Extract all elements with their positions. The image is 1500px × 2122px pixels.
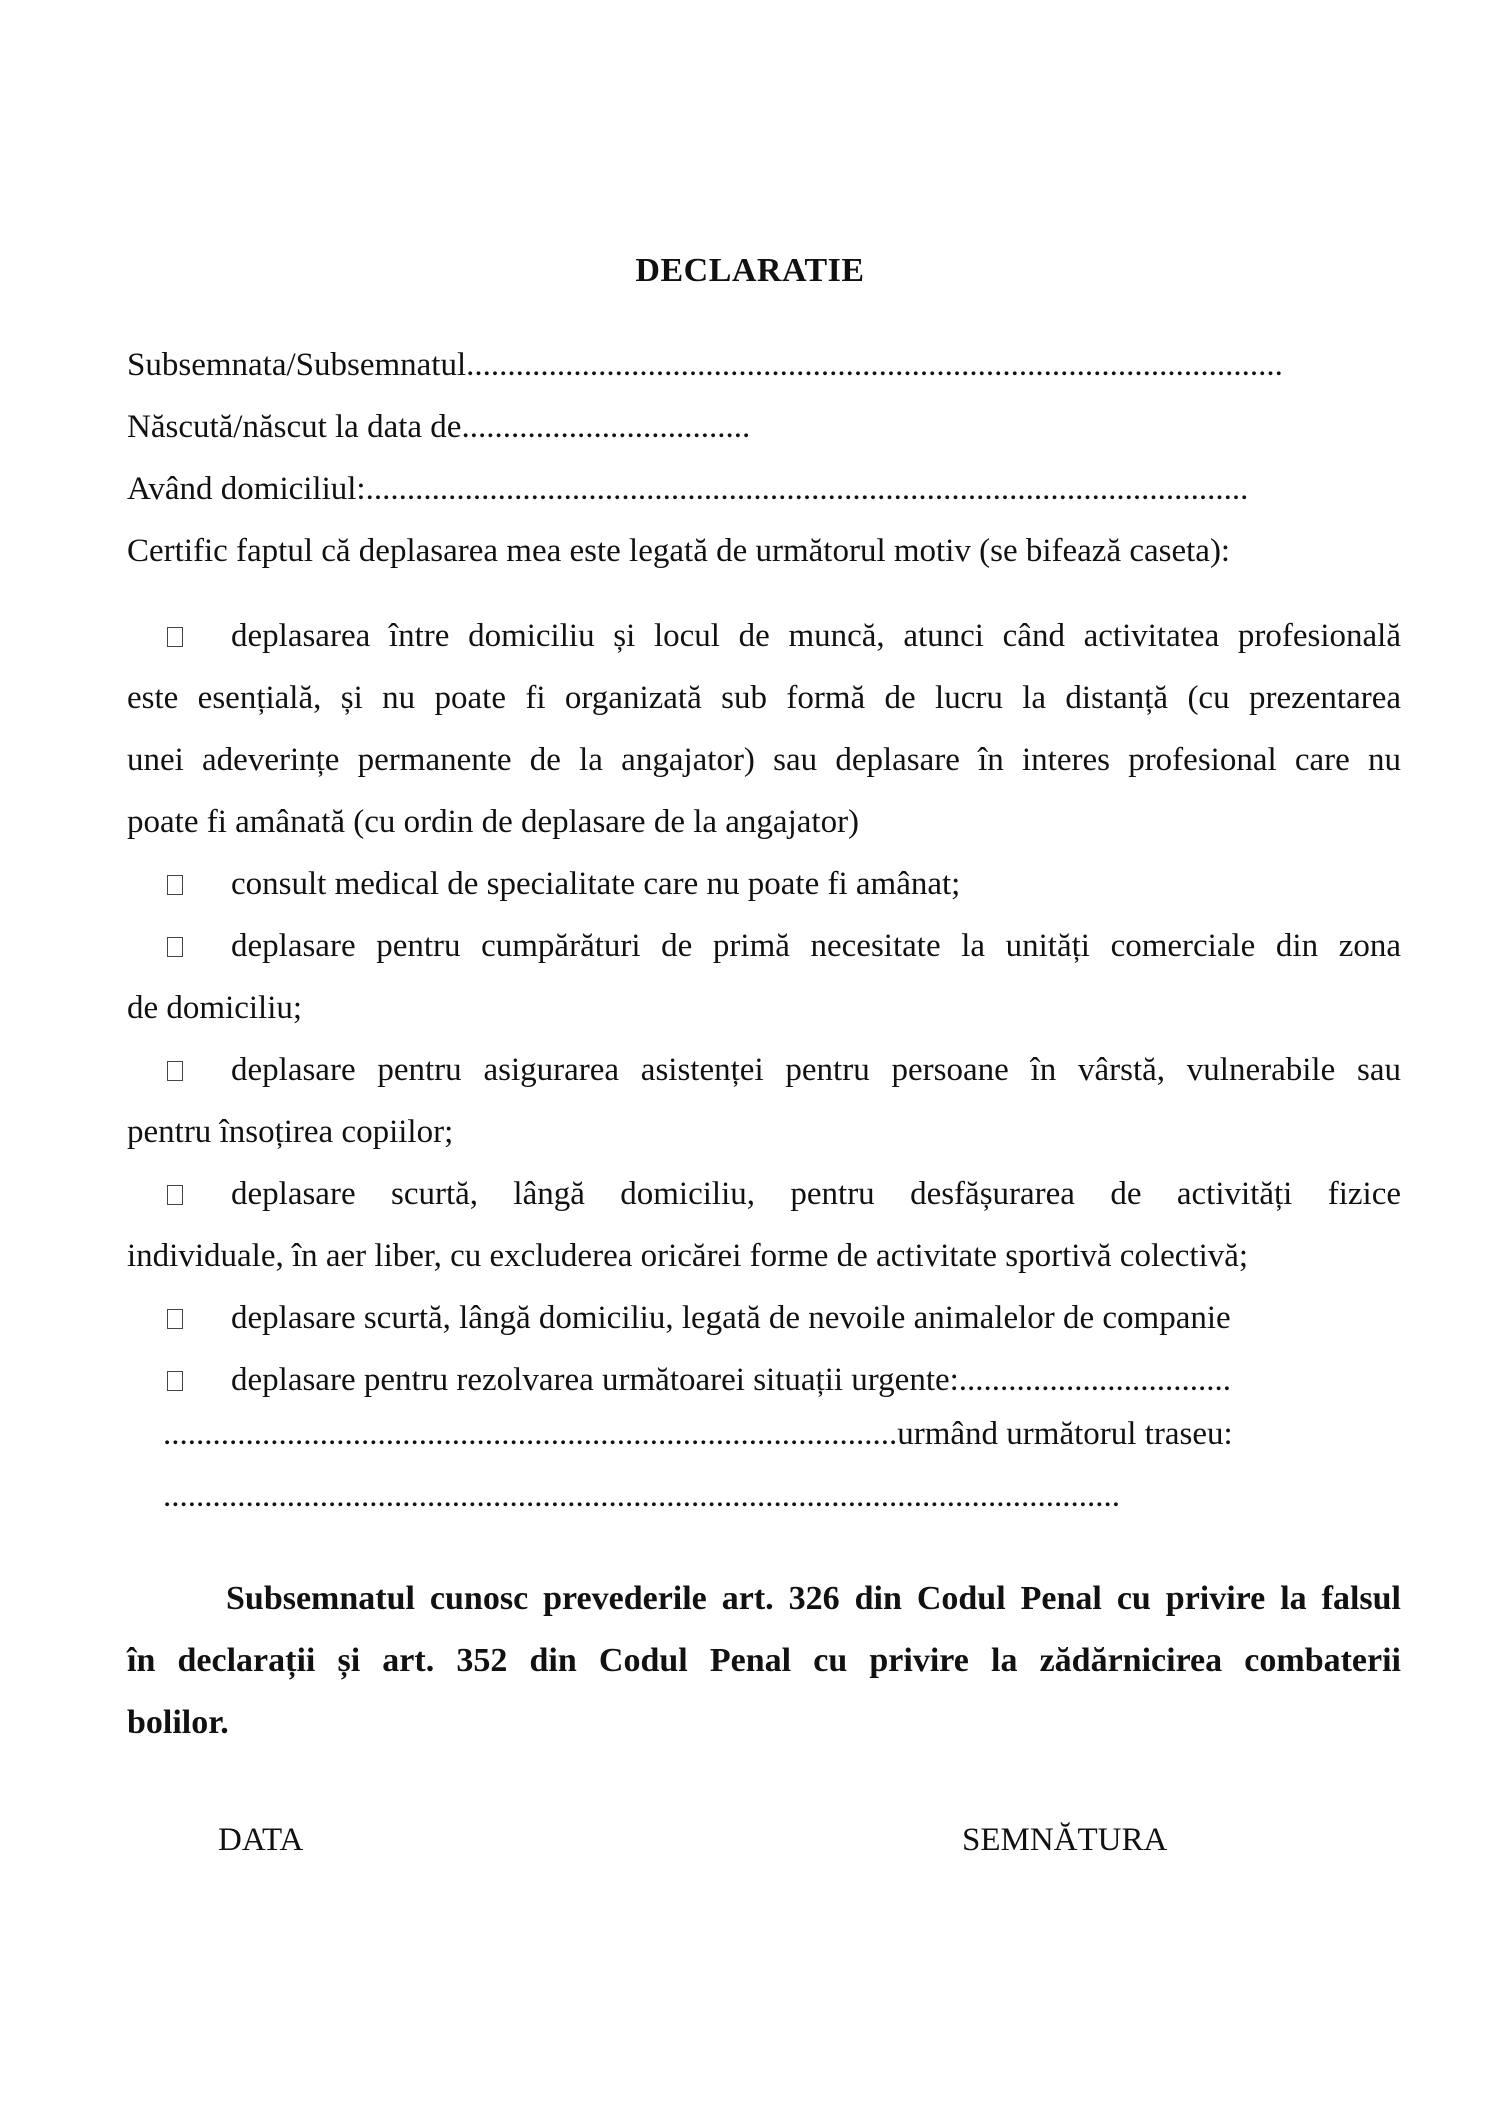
birth-date-field-row — [127, 409, 750, 446]
reason-option-urgent — [127, 1349, 1401, 1411]
option-text: deplasare pentru cumpărături de primă necesitate la unități comerciale din zona — [231, 928, 1401, 964]
page-title: DECLARATIE — [635, 252, 865, 289]
option-line — [127, 605, 1401, 667]
checkbox-shopping[interactable] — [167, 937, 183, 957]
name-field-blank[interactable]: ................................................................................................... — [466, 347, 1283, 383]
checkbox-urgent[interactable] — [167, 1371, 183, 1391]
option-line: pentru însoțirea copiilor; — [127, 1114, 454, 1150]
address-field-blank[interactable]: ........................................................................................................... — [365, 471, 1249, 507]
birth-date-field-label: Născută/născut la data de — [127, 409, 462, 445]
option-line — [127, 1039, 1401, 1101]
checkbox-pets[interactable] — [167, 1309, 183, 1329]
option-line — [127, 915, 1401, 977]
reason-option-work — [127, 605, 1401, 853]
signature-label: SEMNĂTURA — [962, 1822, 1168, 1858]
reason-option-medical — [127, 853, 1401, 915]
option-line — [127, 1287, 1401, 1349]
option-line: individuale, în aer liber, cu excluderea oricărei forme de activitate sportivă colectivă; — [127, 1238, 1249, 1274]
reason-option-pets — [127, 1287, 1401, 1349]
certify-statement: Certific faptul că deplasarea mea este legată de următorul motiv (se bifează caseta): — [127, 533, 1231, 569]
option-text: deplasare scurtă, lângă domiciliu, pentru desfășurarea de activități fizice — [231, 1176, 1401, 1212]
name-field-row — [127, 347, 1283, 384]
checkbox-work[interactable] — [167, 627, 183, 647]
checkbox-exercise[interactable] — [167, 1185, 183, 1205]
option-text: deplasare pentru asigurarea asistenței pentru persoane în vârstă, vulnerabile sau — [231, 1052, 1401, 1088]
legal-notice — [127, 1568, 1401, 1754]
option-line — [127, 1163, 1401, 1225]
birth-date-field-blank[interactable]: ................................... — [461, 409, 751, 445]
name-field-label: Subsemnata/Subsemnatul — [127, 347, 467, 383]
urgent-continuation-line[interactable]: .........................................................................................urmând următorul traseu: — [163, 1416, 1233, 1452]
reason-option-exercise — [127, 1163, 1401, 1287]
checkbox-assistance[interactable] — [167, 1061, 183, 1081]
route-blank-line[interactable]: .................................................................................................................... — [163, 1478, 1120, 1514]
option-text: deplasare pentru rezolvarea următoarei situații urgente:................................. — [231, 1362, 1232, 1398]
date-label: DATA — [218, 1822, 304, 1858]
option-line — [127, 853, 1401, 915]
reason-option-shopping — [127, 915, 1401, 1039]
option-text: consult medical de specialitate care nu poate fi amânat; — [231, 866, 961, 902]
option-line — [127, 1349, 1401, 1411]
address-field-label: Având domiciliul: — [127, 471, 366, 507]
legal-notice-line: în declarații și art. 352 din Codul Penal cu privire la zădărnicirea combaterii — [127, 1642, 1401, 1679]
option-text: deplasare scurtă, lângă domiciliu, legată de nevoile animalelor de companie — [231, 1300, 1231, 1336]
option-line: poate fi amânată (cu ordin de deplasare de la angajator) — [127, 804, 860, 840]
legal-notice-line: bolilor. — [127, 1704, 229, 1741]
checkbox-medical[interactable] — [167, 875, 183, 895]
legal-notice-line: Subsemnatul cunosc prevederile art. 326 din Codul Penal cu privire la falsul — [226, 1580, 1401, 1617]
reason-option-assistance — [127, 1039, 1401, 1163]
option-text: deplasarea între domiciliu și locul de muncă, atunci când activitatea profesională — [231, 618, 1401, 654]
option-line: de domiciliu; — [127, 990, 303, 1026]
option-line: este esențială, și nu poate fi organizată sub formă de lucru la distanță (cu prezentarea — [127, 680, 1401, 716]
option-line: unei adeverințe permanente de la angajator) sau deplasare în interes profesional care nu — [127, 742, 1401, 778]
address-field-row — [127, 471, 1248, 508]
